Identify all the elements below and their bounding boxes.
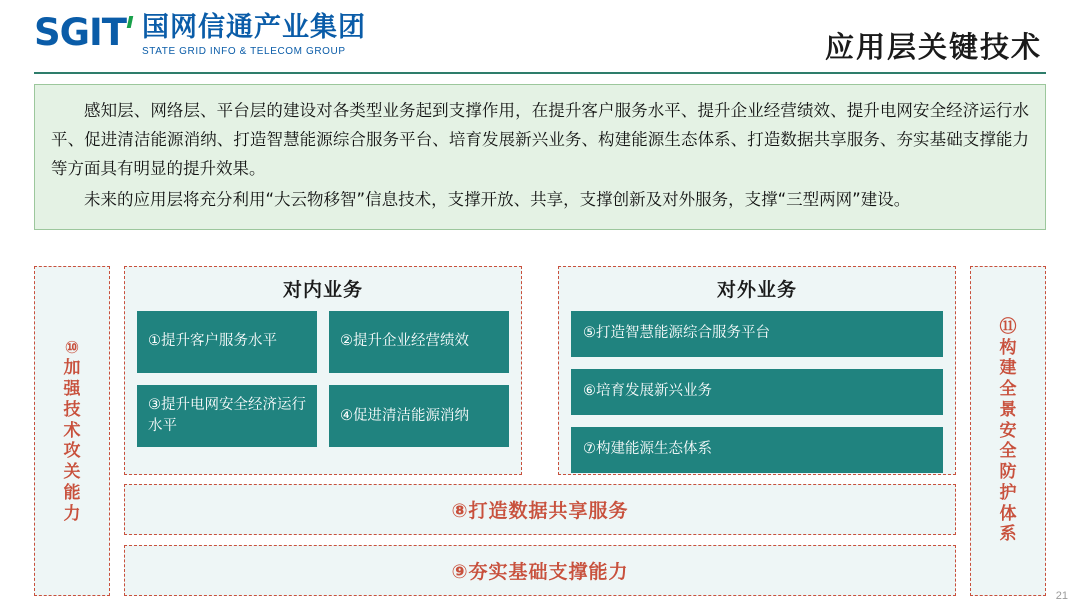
band-foundation-capability-label: ⑨夯实基础支撑能力 bbox=[451, 561, 629, 583]
logo-mark-text: SGIT bbox=[34, 11, 127, 54]
left-pillar-tech-capability bbox=[34, 266, 110, 596]
group-internal-title: 对内业务 bbox=[282, 279, 363, 301]
architecture-diagram bbox=[34, 266, 1046, 596]
right-pillar-security-system bbox=[970, 266, 1046, 596]
company-logo bbox=[34, 11, 367, 57]
band-foundation-capability[interactable] bbox=[124, 545, 956, 596]
slide-header bbox=[0, 0, 1080, 74]
group-internal-tiles bbox=[137, 311, 509, 447]
group-internal-business bbox=[124, 266, 522, 475]
group-external-title: 对外业务 bbox=[716, 279, 797, 301]
tile-internal-1[interactable]: ①提升客户服务水平 bbox=[137, 311, 317, 373]
tile-internal-3[interactable]: ③提升电网安全经济运行水平 bbox=[137, 385, 317, 447]
tile-external-5[interactable]: ⑤打造智慧能源综合服务平台 bbox=[571, 311, 943, 357]
left-pillar-label: ⑩加强技术攻关能力 bbox=[63, 337, 81, 524]
header-divider bbox=[34, 72, 1046, 74]
logo-wordmark bbox=[142, 13, 366, 57]
band-data-sharing-label: ⑧打造数据共享服务 bbox=[451, 500, 629, 522]
right-pillar-label: ⑪构建全景安全防护体系 bbox=[999, 316, 1017, 545]
tile-external-6[interactable]: ⑥培育发展新兴业务 bbox=[571, 369, 943, 415]
tile-internal-4[interactable]: ④促进清洁能源消纳 bbox=[329, 385, 509, 447]
page-title: 应用层关键技术 bbox=[824, 30, 1042, 64]
logo-accent-icon bbox=[127, 16, 134, 28]
intro-panel bbox=[34, 84, 1046, 230]
group-external-tiles bbox=[571, 311, 943, 473]
logo-company-name-cn: 国网信通产业集团 bbox=[142, 12, 367, 43]
tile-external-7[interactable]: ⑦构建能源生态体系 bbox=[571, 427, 943, 473]
intro-paragraph-1: 感知层、网络层、平台层的建设对各类型业务起到支撑作用，在提升客户服务水平、提升企业经营绩效、提升电网安全经济运行水平、促进清洁能源消纳、打造智慧能源综合服务平台、培育发展新兴业务、构建能源生态体系、打造数据共享服务、夯实基础支撑能力等方面具有明显的提升效果。 bbox=[51, 101, 1029, 178]
logo-company-name-en: STATE GRID INFO & TELECOM GROUP bbox=[142, 45, 346, 57]
tile-internal-2[interactable]: ②提升企业经营绩效 bbox=[329, 311, 509, 373]
diagram-center bbox=[124, 266, 956, 596]
logo-mark-icon bbox=[34, 11, 127, 54]
band-data-sharing[interactable] bbox=[124, 484, 956, 535]
intro-paragraph-2: 未来的应用层将充分利用“大云物移智”信息技术，支撑开放、共享，支撑创新及对外服务，支撑“三型两网”建设。 bbox=[84, 189, 911, 209]
page-number: 21 bbox=[1055, 590, 1068, 602]
group-external-business bbox=[558, 266, 956, 475]
